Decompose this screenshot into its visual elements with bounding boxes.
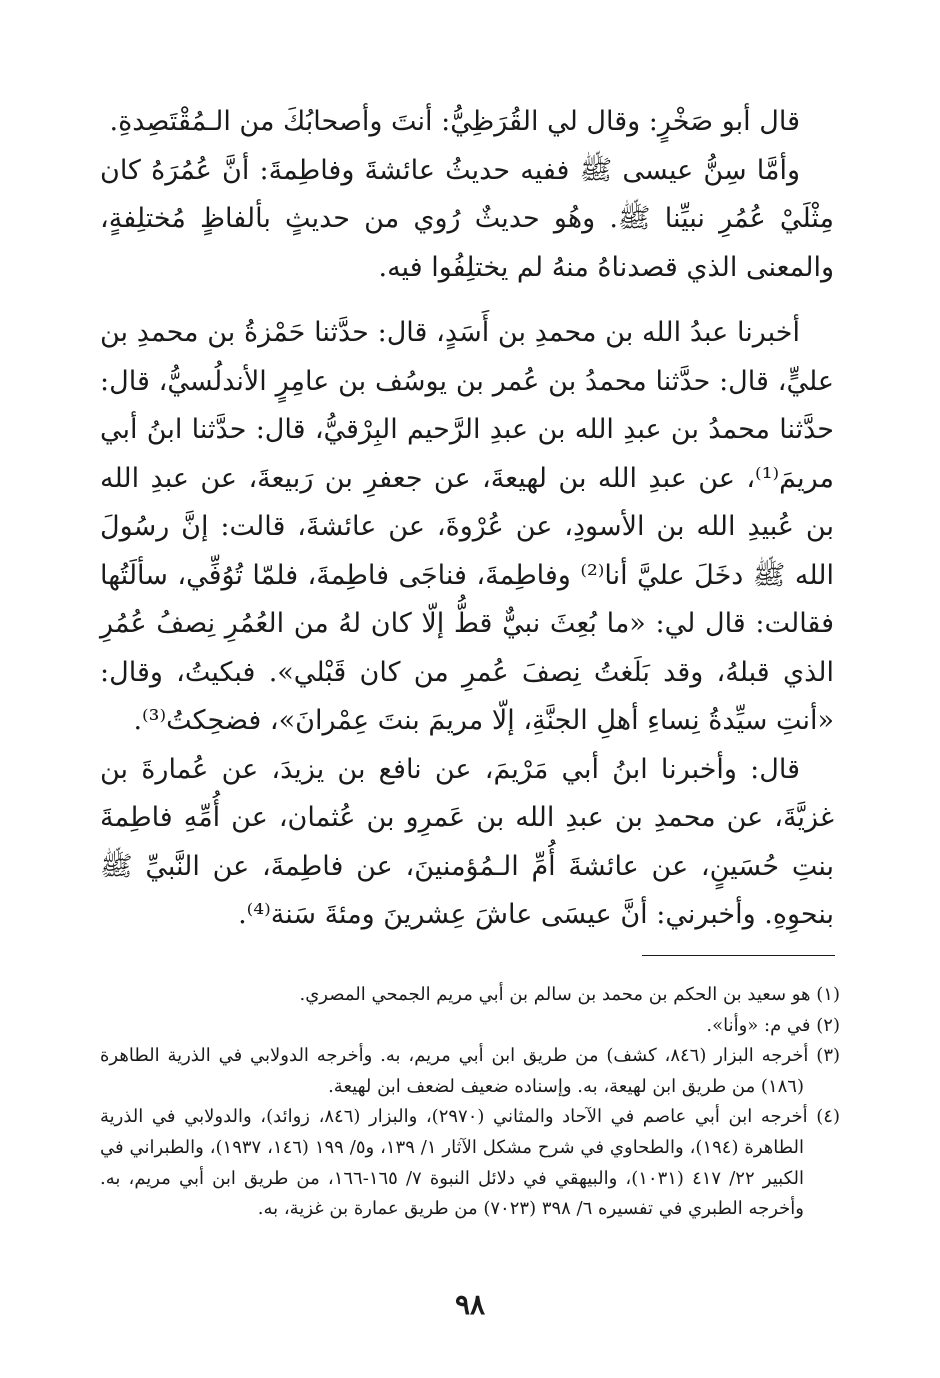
footnote-2: (٢) في م: «وأنا». xyxy=(706,1014,840,1036)
paragraph-isnad-aisha: أخبرنا عبدُ الله بن محمدِ بن أَسَدٍ، قال: حدَّثنا حَمْزةُ بن محمدِ بن عليٍّ، قال: حدَّثنا محمدُ بن عُمر بن يوسُف بن عامِرٍ الأندلُسيُّ، قال: حدَّثنا محمدُ بن عبدِ الله بن عبدِ الرَّحيم البِرْقيُّ، قال: حدَّثنا ابنُ أبي مريمَ⁽¹⁾، عن عبدِ الله بن لهيعةَ، عن جعفرِ بن رَبيعةَ، عن عبدِ الله بن عُبيدِ الله بن الأسودِ، عن عُرْوةَ، عن عائشةَ، قالت: إنَّ رسُولَ الله ﷺ دخَلَ عليَّ أنا⁽²⁾ وفاطِمةَ، فناجَى فاطِمةَ، فلمّا تُوُفِّي، سألَتُها فقالت: قال لي: «ما بُعِثَ نبيٌّ قطُّ إلّا كان لهُ من العُمُرِ نِصفُ عُمُرِ الذي قبلهُ، وقد بَلَغتُ نِصفَ عُمرِ من كان قَبْلي». فبكيتُ، وقال: «أنتِ سيِّدةُ نِساءِ أهلِ الجنَّةِ، إلّا مريمَ بنتَ عِمْرانَ»، فضحِكتُ⁽³⁾. xyxy=(100,317,834,736)
paragraph-second-isnad: قال: وأخبرنا ابنُ أبي مَرْيمَ، عن نافع بن يزيدَ، عن عُمارةَ بن غزيَّةَ، عن محمدِ بن عبدِ الله بن عَمرِو بن عُثمان، عن أُمِّهِ فاطِمةَ بنتِ حُسَينٍ، عن عائشةَ أُمِّ الـمُؤمنينَ، عن فاطِمةَ، عن النَّبيِّ ﷺ بنحوِهِ. وأخبرني: أنَّ عيسَى عاشَ عِشرينَ ومئةَ سَنة⁽⁴⁾. xyxy=(100,753,834,930)
footnote-1: (١) هو سعيد بن الحكم بن محمد بن سالم بن أبي مريم الجمحي المصري. xyxy=(299,984,840,1005)
footnotes-section xyxy=(100,980,840,1225)
footnote-3: (٣) أخرجه البزار (٨٤٦، كشف) من طريق ابن أبي مريم، به. وأخرجه الدولابي في الذرية الطاهرة (١٨٦) من طريق ابن لهيعة، به. وإسناده ضعيف لضعف ابن لهيعة. xyxy=(100,1045,841,1097)
paragraph-abu-sakhr: قال أبو صَخْرٍ: وقال لي القُرَظِيُّ: أنتَ وأصحابُكَ من الـمُقْتَصِدةِ. xyxy=(109,106,800,137)
footnote-4: (٤) أخرجه ابن أبي عاصم في الآحاد والمثاني (٢٩٧٠)، والبزار (٨٤٦، زوائد)، والدولابي في الذرية الطاهرة (١٩٤)، والطحاوي في شرح مشكل الآثار ١/ ١٣٩، و٥/ ١٩٩ (١٤٦، ١٩٣٧)، والطبراني في الكبير ٢٢/ ٤١٧ (١٠٣١)، والبيهقي في دلائل النبوة ٧/ ١٦٥-١٦٦، من طريق ابن أبي مريم، به. وأخرجه الطبري في تفسيره ٦/ ٣٩٨ (٧٠٢٣) من طريق عمارة بن غزية، به. xyxy=(100,1106,840,1220)
main-text-body xyxy=(100,98,834,940)
page-number: ٩٨ xyxy=(454,1288,486,1321)
paragraph-age-of-isa: وأمَّا سِنُّ عيسى ﷺ ففيه حديثُ عائشةَ وفاطِمةَ: أنَّ عُمُرَهُ كان مِثْلَيْ عُمُرِ نبيِّنا ﷺ. وهُو حديثٌ رُوي من حديثٍ بألفاظٍ مُختلِفةٍ، والمعنى الذي قصدناهُ منهُ لم يختلِفُوا فيه. xyxy=(100,154,834,283)
footnote-divider xyxy=(642,955,835,956)
